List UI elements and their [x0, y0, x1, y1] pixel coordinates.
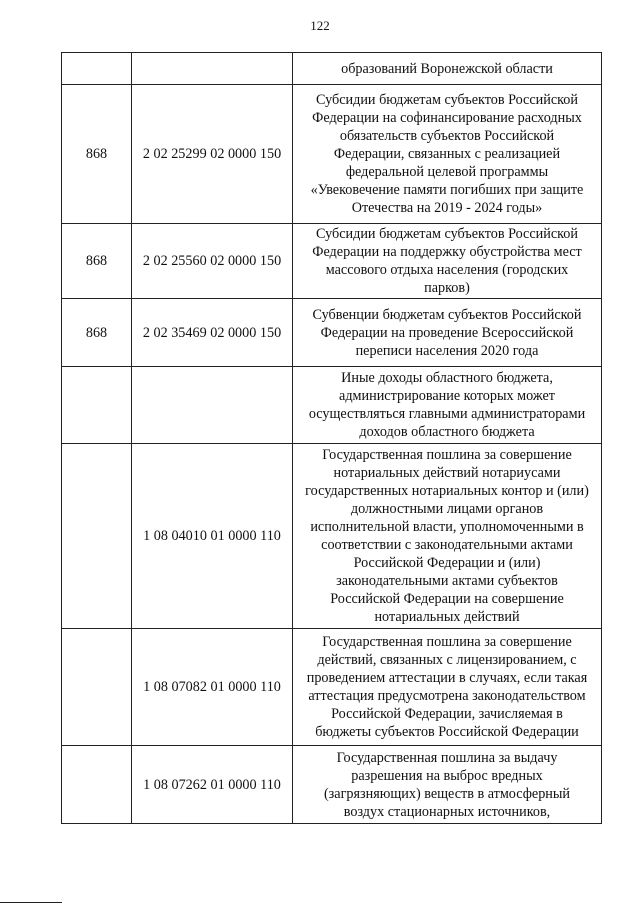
revenue-name-line: Российской Федерации на совершение: [330, 591, 564, 607]
table-row: [62, 224, 602, 299]
revenue-name-line: Субсидии бюджетам субъектов Российской: [316, 226, 578, 242]
revenue-name-line: обязательств субъектов Российской: [339, 128, 555, 144]
revenue-name-line: соответствии с законодательными актами: [321, 537, 573, 553]
revenue-name-line: осуществляться главными администраторами: [308, 406, 586, 422]
administrator-code-cell: [62, 629, 132, 746]
revenue-name-line: исполнительной власти, уполномоченными в: [310, 519, 584, 535]
table-row: [62, 444, 602, 629]
revenue-name-cell: [293, 85, 602, 224]
revenue-name-cell: [293, 299, 602, 367]
administrator-code-cell: 868: [62, 299, 132, 367]
table-row: [62, 53, 602, 85]
page-number: 122: [310, 18, 330, 33]
budget-classification-code-cell: 2 02 25299 02 0000 150: [132, 85, 293, 224]
administrator-code-cell: [62, 444, 132, 629]
revenue-name-line: воздух стационарных источников,: [343, 803, 551, 820]
revenue-name-line: доходов областного бюджета: [359, 424, 535, 440]
revenue-name-line: парков): [424, 280, 470, 296]
table-row: [62, 85, 602, 224]
revenue-name-line: федеральной целевой программы: [345, 164, 549, 180]
footnote-rule: [0, 902, 62, 903]
revenue-name-cell: [293, 444, 602, 629]
revenue-name-line: законодательными актами субъектов: [336, 573, 558, 589]
revenue-name-line: Федерации на софинансирование расходных: [312, 110, 582, 126]
table-row: [62, 629, 602, 746]
revenue-name-line: проведением аттестации в случаях, если такая: [306, 670, 588, 686]
administrator-code-cell: [62, 746, 132, 824]
revenue-name-line: Российской Федерации и (или): [353, 555, 541, 571]
table-row: [62, 367, 602, 444]
budget-classification-code-cell: 1 08 04010 01 0000 110: [132, 444, 293, 629]
revenue-name-line: Федерации на поддержку обустройства мест: [312, 244, 582, 260]
revenue-name-line: государственных нотариальных контор и (или): [305, 483, 589, 499]
revenue-name-line: Российской Федерации, зачисляемая в: [331, 706, 563, 722]
revenue-name-line: Отечества на 2019 - 2024 годы»: [351, 200, 543, 216]
revenue-name-line: нотариальных действий нотариусами: [333, 465, 561, 481]
budget-classification-code-cell: 2 02 25560 02 0000 150: [132, 224, 293, 299]
revenue-name-line: образований Воронежской области: [341, 60, 553, 77]
revenue-name-line: «Увековечение памяти погибших при защите: [310, 182, 584, 198]
revenue-name-line: Иные доходы областного бюджета,: [341, 370, 553, 386]
budget-classification-code-cell: [132, 367, 293, 444]
revenue-name-line: должностными лицами органов: [350, 501, 544, 517]
revenue-name-line: бюджеты субъектов Российской Федерации: [315, 724, 579, 740]
revenue-name-cell: [293, 629, 602, 746]
budget-classification-code-cell: 2 02 35469 02 0000 150: [132, 299, 293, 367]
revenue-name-line: Субвенции бюджетам субъектов Российской: [312, 306, 582, 323]
revenue-name-line: действий, связанных с лицензированием, с: [317, 652, 577, 668]
revenue-name-line: Государственная пошлина за совершение: [322, 447, 572, 463]
revenue-codes-table: [61, 52, 602, 824]
revenue-name-line: Государственная пошлина за совершение: [322, 634, 572, 650]
revenue-name-cell: [293, 53, 602, 85]
revenue-name-line: Федерации на проведение Всероссийской: [320, 324, 574, 341]
revenue-name-line: Федерации, связанных с реализацией: [333, 146, 561, 162]
administrator-code-cell: 868: [62, 224, 132, 299]
revenue-name-cell: [293, 224, 602, 299]
administrator-code-cell: [62, 53, 132, 85]
administrator-code-cell: [62, 367, 132, 444]
budget-classification-code-cell: 1 08 07262 01 0000 110: [132, 746, 293, 824]
revenue-name-line: аттестация предусмотрена законодательством: [308, 688, 586, 704]
budget-classification-code-cell: [132, 53, 293, 85]
revenue-name-line: разрешения на выброс вредных: [351, 767, 543, 784]
revenue-name-cell: [293, 746, 602, 824]
budget-classification-code-cell: 1 08 07082 01 0000 110: [132, 629, 293, 746]
revenue-name-cell: [293, 367, 602, 444]
table-row: [62, 746, 602, 824]
administrator-code-cell: 868: [62, 85, 132, 224]
revenue-name-line: нотариальных действий: [374, 609, 520, 625]
table-body: [62, 53, 602, 824]
revenue-name-line: администрирование которых может: [339, 388, 555, 404]
revenue-name-line: Субсидии бюджетам субъектов Российской: [316, 92, 578, 108]
revenue-name-line: массового отдыха населения (городских: [325, 262, 569, 278]
table-row: [62, 299, 602, 367]
revenue-name-line: переписи населения 2020 года: [355, 342, 539, 359]
revenue-name-line: Государственная пошлина за выдачу: [336, 749, 558, 766]
revenue-name-line: (загрязняющих) веществ в атмосферный: [323, 785, 571, 802]
